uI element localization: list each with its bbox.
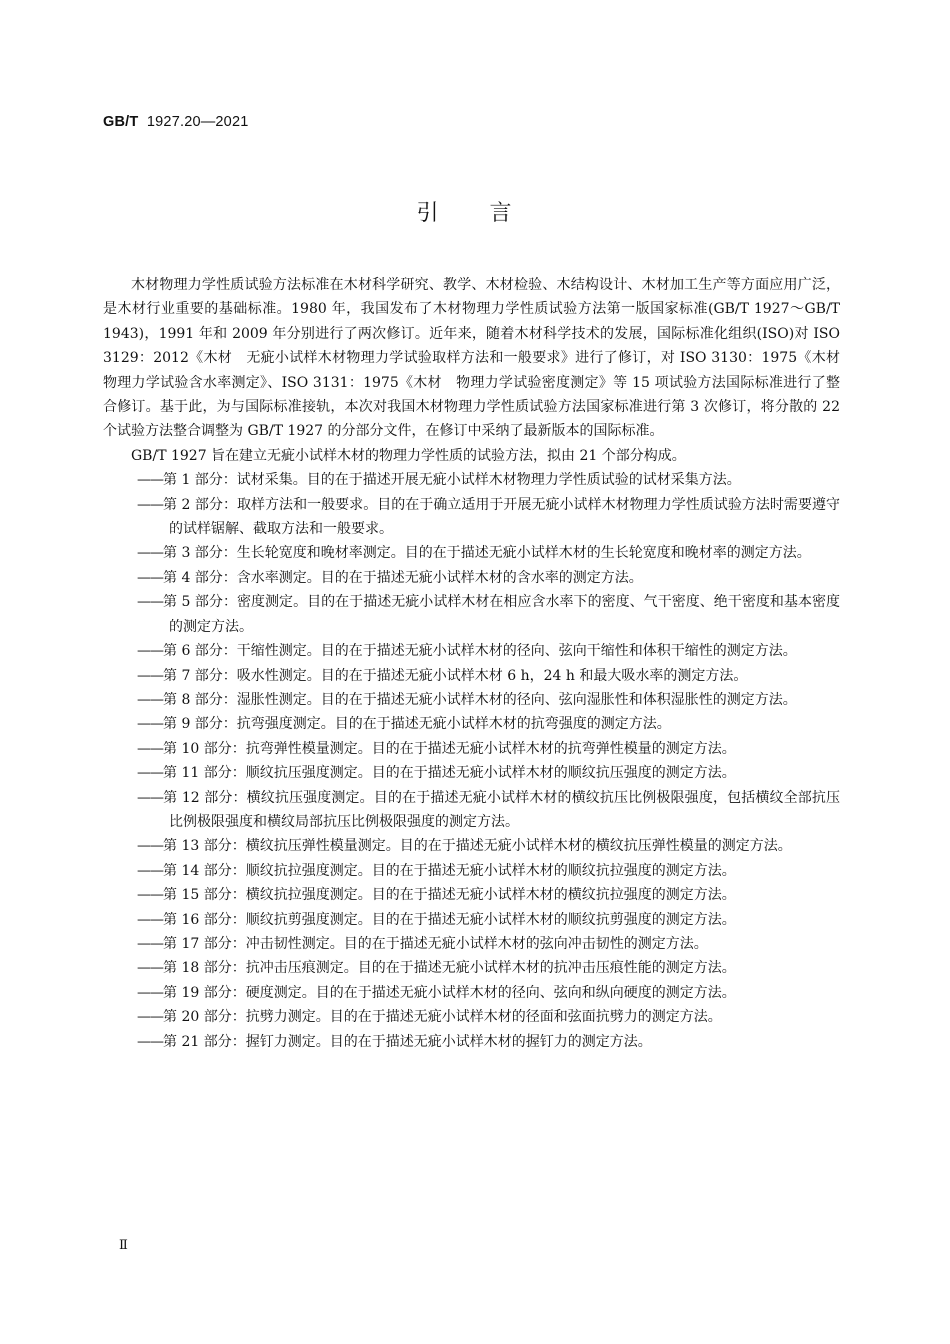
part-item-18 [103,956,840,980]
document-code-prefix: GB/T [103,114,139,130]
list-dash: —— [137,691,163,708]
list-dash: —— [137,569,163,586]
part-text: 第 11 部分：顺纹抗压强度测定。目的在于描述无疵小试样木材的顺纹抗压强度的测定方法。 [163,765,736,782]
main-content [103,273,854,1054]
list-dash: —— [137,935,163,952]
part-text: 第 5 部分：密度测定。目的在于描述无疵小试样木材在相应含水率下的密度、气干密度、绝干密度和基本密度的测定方法。 [163,594,840,635]
part-item-3 [103,541,840,565]
list-dash: —— [137,911,163,928]
parts-list [103,468,840,1054]
list-dash: —— [137,545,163,562]
part-item-7 [103,664,840,688]
part-text: 第 19 部分：硬度测定。目的在于描述无疵小试样木材的径向、弦向和纵向硬度的测定方法。 [163,984,736,1001]
part-text: 第 16 部分：顺纹抗剪强度测定。目的在于描述无疵小试样木材的顺纹抗剪强度的测定方法。 [163,911,736,928]
list-dash: —— [137,984,163,1001]
part-text: 第 4 部分：含水率测定。目的在于描述无疵小试样木材的含水率的测定方法。 [163,569,643,586]
part-text: 第 10 部分：抗弯弹性模量测定。目的在于描述无疵小试样木材的抗弯弹性模量的测定方法。 [163,740,736,757]
part-item-15 [103,883,840,907]
part-item-19 [103,981,840,1005]
part-item-2 [103,493,840,542]
part-item-6 [103,639,840,663]
part-item-12 [103,786,840,835]
part-text: 第 13 部分：横纹抗压弹性模量测定。目的在于描述无疵小试样木材的横纹抗压弹性模量的测定方法。 [163,838,792,855]
page-number: Ⅱ [119,1238,128,1253]
part-item-20 [103,1005,840,1029]
part-item-13 [103,834,840,858]
list-dash: —— [137,838,163,855]
section-title: 引 言 [416,201,534,226]
part-item-5 [103,590,840,639]
document-code-number: 1927.20—2021 [146,114,249,130]
intro-paragraph: 木材物理力学性质试验方法标准在木材科学研究、教学、木材检验、木结构设计、木材加工生产等方面应用广泛，是木材行业重要的基础标准。1980 年，我国发布了木材物理力学性质试验方法第一版国家标准(GB/T 1927～GB/T 1943)，1991 年和 2009 年分别进行了两次修订。近年来，随着木材科学技术的发展，国际标准化组织(ISO)对 ISO 3129：2012《木材 无疵小试样木材物理力学试验取样方法和一般要求》进行了修订，对 ISO 3130：1975《木材 物理力学试验含水率测定》、ISO 3131：1975《木材 物理力学试验密度测定》等 15 项试验方法国际标准进行了整合修订。基于此，为与国际标准接轨，本次对我国木材物理力学性质试验方法国家标准进行第 3 次修订，将分散的 22 个试验方法整合调整为 GB/T 1927 的分部分文件，在修订中采纳了最新版本的国际标准。 [103,277,854,440]
list-dash: —— [137,887,163,904]
part-text: 第 14 部分：顺纹抗拉强度测定。目的在于描述无疵小试样木材的顺纹抗拉强度的测定方法。 [163,862,736,879]
list-dash: —— [137,740,163,757]
document-code [103,114,248,130]
part-item-14 [103,859,840,883]
part-text: 第 20 部分：抗劈力测定。目的在于描述无疵小试样木材的径面和弦面抗劈力的测定方法。 [163,1009,722,1026]
part-item-8 [103,688,840,712]
list-dash: —— [137,594,163,611]
part-text: 第 1 部分：试材采集。目的在于描述开展无疵小试样木材物理力学性质试验的试材采集方法。 [163,472,741,489]
part-item-11 [103,761,840,785]
list-dash: —— [137,496,163,513]
list-dash: —— [137,472,163,489]
part-text: 第 6 部分：干缩性测定。目的在于描述无疵小试样木材的径向、弦向干缩性和体积干缩性的测定方法。 [163,643,797,660]
part-text: 第 2 部分：取样方法和一般要求。目的在于确立适用于开展无疵小试样木材物理力学性质试验方法时需要遵守的试样锯解、截取方法和一般要求。 [163,496,840,538]
part-item-4 [103,566,840,590]
part-text: 第 7 部分：吸水性测定。目的在于描述无疵小试样木材 6 h，24 h 和最大吸水率的测定方法。 [163,667,748,684]
part-item-10 [103,737,840,761]
list-dash: —— [137,789,163,806]
list-dash: —— [137,643,163,660]
part-text: 第 15 部分：横纹抗拉强度测定。目的在于描述无疵小试样木材的横纹抗拉强度的测定方法。 [163,887,736,904]
list-dash: —— [137,667,163,684]
scope-paragraph: GB/T 1927 旨在建立无疵小试样木材的物理力学性质的试验方法，拟由 21 个部分构成。 [131,447,686,464]
list-dash: —— [137,960,163,977]
part-text: 第 3 部分：生长轮宽度和晚材率测定。目的在于描述无疵小试样木材的生长轮宽度和晚材率的测定方法。 [163,545,811,562]
list-dash: —— [137,1033,163,1050]
part-text: 第 12 部分：横纹抗压强度测定。目的在于描述无疵小试样木材的横纹抗压比例极限强度，包括横纹全部抗压比例极限强度和横纹局部抗压比例极限强度的测定方法。 [163,789,840,830]
list-dash: —— [137,716,163,733]
part-item-16 [103,908,840,932]
part-text: 第 8 部分：湿胀性测定。目的在于描述无疵小试样木材的径向、弦向湿胀性和体积湿胀性的测定方法。 [163,691,797,708]
part-item-1 [103,468,840,492]
part-item-17 [103,932,840,956]
part-text: 第 17 部分：冲击韧性测定。目的在于描述无疵小试样木材的弦向冲击韧性的测定方法。 [163,935,708,952]
part-text: 第 9 部分：抗弯强度测定。目的在于描述无疵小试样木材的抗弯强度的测定方法。 [163,716,671,733]
part-item-9 [103,712,840,736]
list-dash: —— [137,862,163,879]
part-text: 第 18 部分：抗冲击压痕测定。目的在于描述无疵小试样木材的抗冲击压痕性能的测定方法。 [163,960,736,977]
part-item-21 [103,1030,840,1054]
part-text: 第 21 部分：握钉力测定。目的在于描述无疵小试样木材的握钉力的测定方法。 [163,1033,652,1050]
list-dash: —— [137,1009,163,1026]
list-dash: —— [137,765,163,782]
